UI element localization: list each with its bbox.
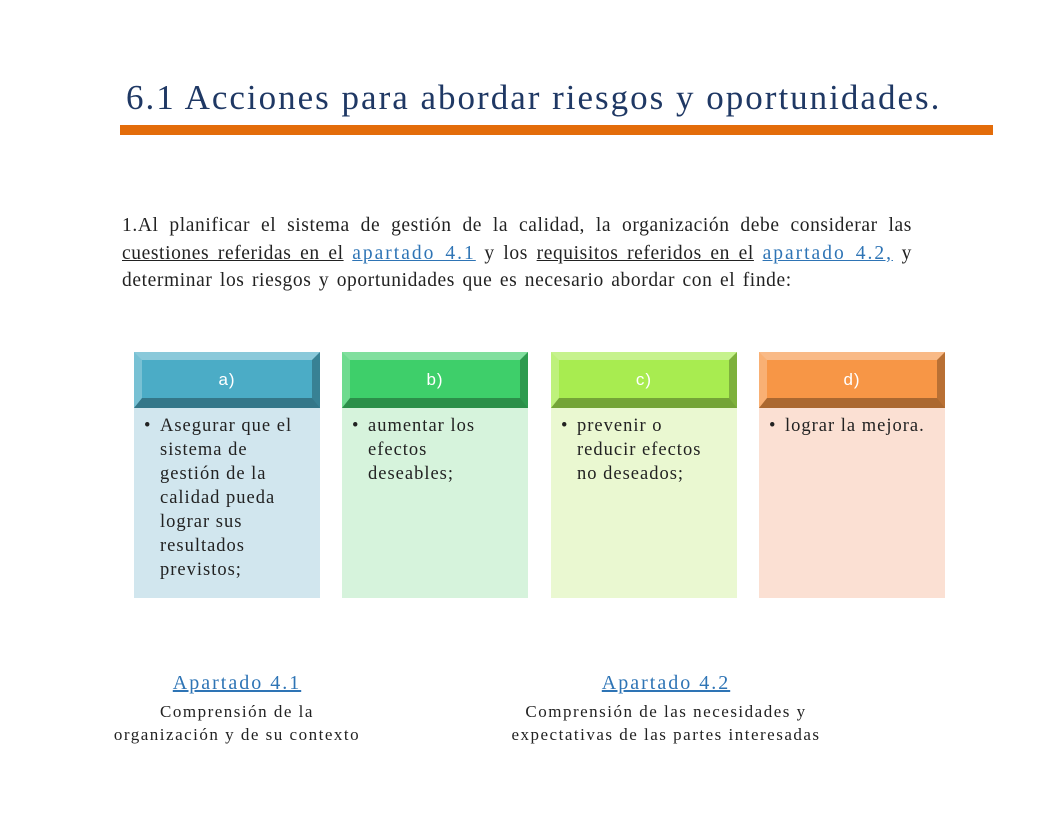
- card-a-label: a): [218, 370, 236, 389]
- intro-text-3: y determinar los riesgos y oportunidades que es necesario abordar con el finde:: [122, 242, 912, 291]
- link-apartado-4-1-inline[interactable]: apartado 4.1: [352, 242, 476, 264]
- card-b-text: • aumentar los efectos deseables;: [350, 414, 514, 486]
- link-apartado-4-2[interactable]: Apartado 4.2: [601, 672, 731, 694]
- intro-paragraph: [122, 212, 912, 295]
- card-b-body: [342, 400, 528, 598]
- card-c-body: [551, 400, 737, 598]
- intro-text-2: y los: [475, 242, 537, 264]
- card-a-text: • Asegurar que el sistema de gestión de la calidad pueda lograr sus resultados previstos;: [142, 414, 306, 582]
- card-d-header: [759, 352, 945, 408]
- card-d-body: [759, 400, 945, 598]
- reference-4-1-line2: organización y de su contexto: [113, 725, 361, 744]
- card-c-text: • prevenir o reducir efectos no deseados;: [559, 414, 723, 486]
- card-c: [551, 352, 737, 598]
- card-a: [134, 352, 320, 598]
- reference-4-2: [470, 672, 862, 746]
- link-apartado-4-2-inline[interactable]: apartado 4.2,: [762, 242, 893, 264]
- card-b-label: b): [426, 370, 444, 389]
- link-apartado-4-1[interactable]: Apartado 4.1: [172, 672, 302, 694]
- page-title: 6.1 Acciones para abordar riesgos y oportunidades.: [126, 78, 942, 117]
- card-d-text: • lograr la mejora.: [767, 414, 931, 438]
- card-d: [759, 352, 945, 598]
- reference-4-1-line1: Comprensión de la: [160, 702, 314, 721]
- card-c-label: c): [635, 370, 653, 389]
- intro-text-1: 1.Al planificar el sistema de gestión de la calidad, la organización debe considerar las: [122, 215, 912, 236]
- card-a-body: [134, 400, 320, 598]
- reference-4-1: [82, 672, 392, 746]
- intro-underlined-2: requisitos referidos en el: [536, 242, 754, 264]
- card-c-header: [551, 352, 737, 408]
- card-b-header: [342, 352, 528, 408]
- card-d-label: d): [843, 370, 861, 389]
- reference-4-2-line1: Comprensión de las necesidades y: [525, 702, 807, 721]
- card-a-header: [134, 352, 320, 408]
- title-underline-bar: [120, 125, 993, 135]
- intro-underlined-1: cuestiones referidas en el: [122, 242, 344, 264]
- card-b: [342, 352, 528, 598]
- reference-4-2-line2: expectativas de las partes interesadas: [511, 725, 821, 744]
